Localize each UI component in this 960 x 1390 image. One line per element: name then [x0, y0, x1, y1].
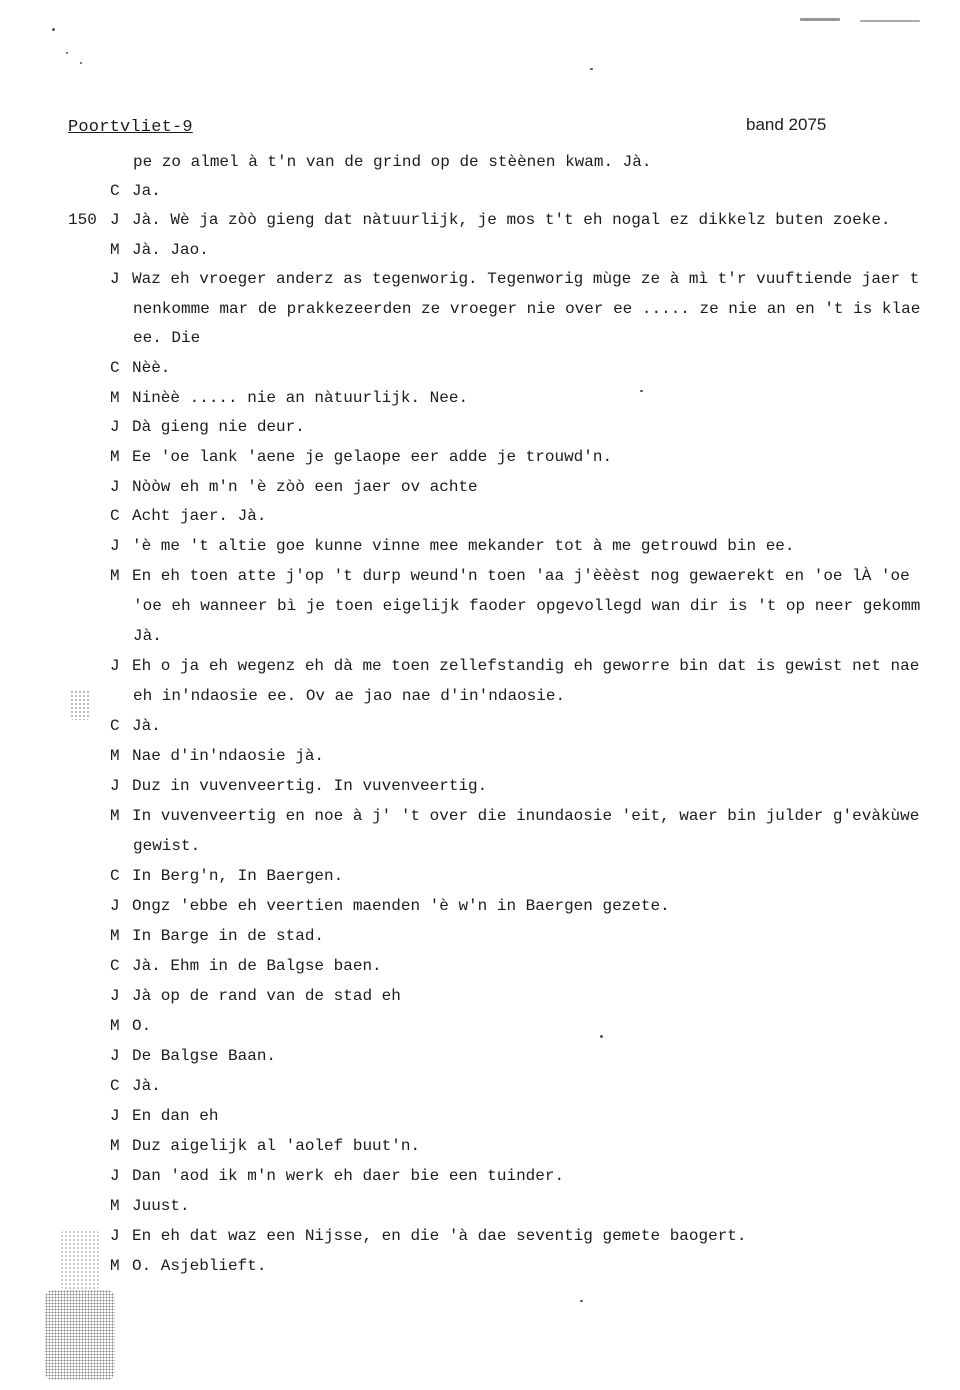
- utterance-text: In vuvenveertig en noe à j' 't over die inundaosie 'eit, waer bin julder g'evàkùwe: [132, 807, 920, 825]
- speaker-label: J: [110, 777, 120, 795]
- speaker-label: C: [110, 867, 120, 885]
- utterance-text: nenkomme mar de prakkezeerden ze vroeger nie over ee ..... ze nie an en 't is klae: [133, 300, 921, 318]
- transcript-line: [110, 566, 960, 586]
- speaker-label: C: [110, 182, 120, 200]
- speaker-label: J: [110, 537, 120, 555]
- transcript-line: [110, 1106, 960, 1126]
- transcript-line: [110, 1016, 960, 1036]
- transcript-line: [110, 536, 960, 556]
- transcript-line: [133, 626, 960, 646]
- utterance-text: Dan 'aod ik m'n werk eh daer bie een tuinder.: [132, 1167, 565, 1185]
- speaker-label: J: [110, 418, 120, 436]
- transcript-line: [110, 896, 960, 916]
- speaker-label: M: [110, 1257, 120, 1275]
- scan-speck: [800, 18, 840, 21]
- utterance-text: Ja.: [132, 182, 161, 200]
- transcript-line: [110, 1256, 960, 1276]
- transcript-line: [133, 299, 960, 319]
- utterance-text: Jà.: [132, 1077, 161, 1095]
- scan-speck: [600, 1035, 603, 1038]
- speaker-label: M: [110, 747, 120, 765]
- utterance-text: Ee 'oe lank 'aene je gelaope eer adde je trouwd'n.: [132, 448, 613, 466]
- transcript-line: [110, 388, 960, 408]
- transcript-line: [110, 746, 960, 766]
- utterance-text: En eh dat waz een Nijsse, en die 'à dae seventig gemete baogert.: [132, 1227, 747, 1245]
- utterance-text: Nòòw eh m'n 'è zòò een jaer ov achte: [132, 478, 478, 496]
- utterance-text: Jà. Wè ja zòò gieng dat nàtuurlijk, je mos t't eh nogal ez dikkelz buten zoeke.: [132, 211, 891, 229]
- speaker-label: M: [110, 241, 120, 259]
- speaker-label: M: [110, 807, 120, 825]
- speaker-label: J: [110, 987, 120, 1005]
- speaker-label: C: [110, 957, 120, 975]
- speaker-label: J: [110, 1227, 120, 1245]
- speaker-label: J: [110, 657, 120, 675]
- transcript-line: [110, 716, 960, 736]
- scan-speck: [80, 62, 82, 64]
- document-title: Poortvliet-9: [68, 118, 193, 137]
- transcript-line: [110, 181, 960, 201]
- utterance-text: O. Asjeblieft.: [132, 1257, 267, 1275]
- transcript-line: [133, 328, 960, 348]
- speaker-label: M: [110, 1017, 120, 1035]
- utterance-text: Eh o ja eh wegenz eh dà me toen zellefstandig eh geworre bin dat is gewist net nae: [132, 657, 920, 675]
- transcript-line: [133, 152, 960, 172]
- speaker-label: J: [110, 478, 120, 496]
- speaker-label: M: [110, 567, 120, 585]
- transcript-line: [110, 956, 960, 976]
- transcript-line: [133, 596, 960, 616]
- speaker-label: J: [110, 270, 120, 288]
- speaker-label: C: [110, 717, 120, 735]
- speaker-label: M: [110, 1197, 120, 1215]
- scan-speck: [45, 1290, 115, 1380]
- utterance-text: O.: [132, 1017, 152, 1035]
- utterance-text: eh in'ndaosie ee. Ov ae jao nae d'in'ndaosie.: [133, 687, 566, 705]
- utterance-text: Jà. Ehm in de Balgse baen.: [132, 957, 382, 975]
- utterance-text: De Balgse Baan.: [132, 1047, 277, 1065]
- scan-speck: [860, 20, 920, 22]
- transcript-line: [110, 358, 960, 378]
- transcript-line: [110, 447, 960, 467]
- scan-speck: [70, 690, 90, 720]
- scan-speck: [52, 28, 55, 31]
- transcript-line: [110, 1226, 960, 1246]
- transcript-line: [110, 417, 960, 437]
- utterance-text: Juust.: [132, 1197, 190, 1215]
- utterance-text: ee. Die: [133, 329, 201, 347]
- transcript-line: [133, 836, 960, 856]
- utterance-text: Nae d'in'ndaosie jà.: [132, 747, 325, 765]
- speaker-label: J: [110, 211, 120, 229]
- transcript-line: [133, 686, 960, 706]
- transcript-line: [110, 240, 960, 260]
- transcript-line: [110, 1196, 960, 1216]
- speaker-label: J: [110, 1107, 120, 1125]
- utterance-text: pe zo almel à t'n van de grind op de stèènen kwam. Jà.: [133, 153, 652, 171]
- tape-number: band 2075: [746, 115, 827, 134]
- transcript-line: [110, 866, 960, 886]
- transcript-line: [110, 1076, 960, 1096]
- utterance-text: Waz eh vroeger anderz as tegenworig. Tegenworig mùge ze à mì t'r vuuftiende jaer t: [132, 270, 920, 288]
- utterance-text: Ninèè ..... nie an nàtuurlijk. Nee.: [132, 389, 469, 407]
- speaker-label: J: [110, 1047, 120, 1065]
- transcript-line: [110, 1166, 960, 1186]
- transcript-line: [110, 269, 960, 289]
- transcript-line: [110, 986, 960, 1006]
- speaker-label: M: [110, 1137, 120, 1155]
- speaker-label: M: [110, 389, 120, 407]
- utterance-text: Jà.: [133, 627, 162, 645]
- speaker-label: C: [110, 507, 120, 525]
- utterance-text: En eh toen atte j'op 't durp weund'n toen 'aa j'èèèst nog gewaerekt en 'oe lÀ 'oe: [132, 567, 910, 585]
- scan-speck: [580, 1300, 583, 1302]
- transcript-line: [68, 210, 960, 230]
- scan-speck: [640, 390, 643, 392]
- utterance-text: 'oe eh wanneer bì je toen eigelijk faoder opgevollegd wan dir is 't op neer gekomm: [133, 597, 921, 615]
- speaker-label: J: [110, 897, 120, 915]
- transcript-line: [110, 806, 960, 826]
- utterance-text: Dà gieng nie deur.: [132, 418, 305, 436]
- scan-speck: [590, 68, 593, 70]
- utterance-text: Duz in vuvenveertig. In vuvenveertig.: [132, 777, 488, 795]
- speaker-label: C: [110, 1077, 120, 1095]
- utterance-text: 'è me 't altie goe kunne vinne mee mekander tot à me getrouwd bin ee.: [132, 537, 795, 555]
- utterance-text: Acht jaer. Jà.: [132, 507, 267, 525]
- utterance-text: Jà. Jao.: [132, 241, 209, 259]
- speaker-label: C: [110, 359, 120, 377]
- transcript-line: [110, 506, 960, 526]
- utterance-text: In Barge in de stad.: [132, 927, 325, 945]
- transcript-line: [110, 477, 960, 497]
- utterance-text: En dan eh: [132, 1107, 219, 1125]
- utterance-text: Ongz 'ebbe eh veertien maenden 'è w'n in Baergen gezete.: [132, 897, 670, 915]
- transcript-line: [110, 926, 960, 946]
- utterance-text: gewist.: [133, 837, 201, 855]
- speaker-label: J: [110, 1167, 120, 1185]
- transcript-line: [110, 776, 960, 796]
- scan-speck: [60, 1230, 100, 1290]
- scan-speck: [66, 52, 68, 54]
- utterance-text: Jà op de rand van de stad eh: [132, 987, 401, 1005]
- line-number: 150: [68, 211, 97, 229]
- utterance-text: In Berg'n, In Baergen.: [132, 867, 344, 885]
- utterance-text: Jà.: [132, 717, 161, 735]
- transcript-line: [110, 1046, 960, 1066]
- utterance-text: Duz aigelijk al 'aolef buut'n.: [132, 1137, 421, 1155]
- speaker-label: M: [110, 927, 120, 945]
- utterance-text: Nèè.: [132, 359, 171, 377]
- speaker-label: M: [110, 448, 120, 466]
- transcript-line: [110, 1136, 960, 1156]
- transcript-line: [110, 656, 960, 676]
